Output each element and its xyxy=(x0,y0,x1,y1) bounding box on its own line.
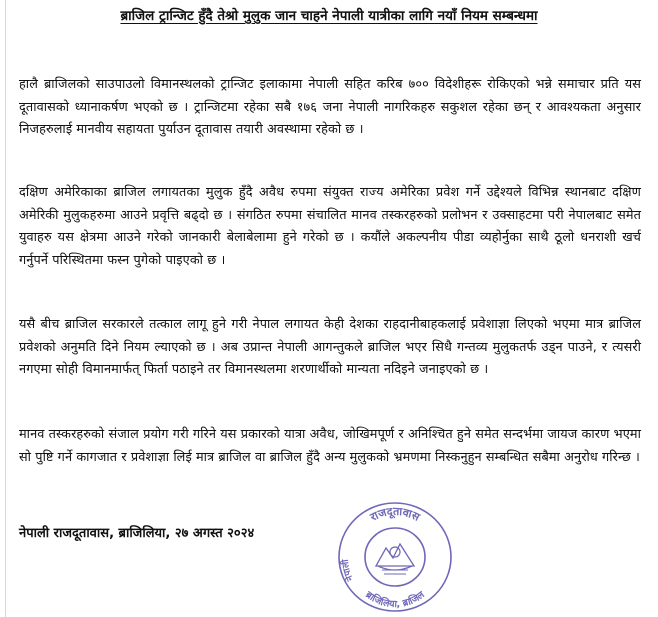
seal-bottom-text: ब्राजिलिया, ब्राजिल xyxy=(363,589,427,611)
seal-emblem-icon xyxy=(376,544,414,574)
paragraph-3: यसै बीच ब्राजिल सरकारले तत्काल लागू हुने गरी नेपाल लगायत केही देशका राहदानीबाहकलाई प्रवेशाज्ञा लिएको भएमा मात्र ब्राजिल प्रवेशको अनुमति दिने नियम ल्याएको छ । अब उप्रान्त नेपाली आगन्तुकले ब्राजिल भएर सिधै गन्तव्य मुलुकतर्फ उड्न पाउने, र त्यसरी नगएमा सोही विमानमार्फत् फिर्ता पठाइने तर विमानस्थलमा शरणार्थीको मान्यता नदिइने जनाइएको छ । xyxy=(19,317,641,377)
page-edge-line xyxy=(5,0,6,617)
svg-text:राजदूतावास xyxy=(367,505,422,524)
seal-top-text: राजदूतावास xyxy=(368,504,422,524)
embassy-seal-stamp xyxy=(336,500,454,614)
document-title xyxy=(0,7,658,25)
paragraph-2: दक्षिण अमेरिकाका ब्राजिल लगायतका मुलुक हुँदै अवैध रुपमा संयुक्त राज्य अमेरिका प्रवेश गर्ने उद्देश्यले विभिन्न स्थानबाट दक्षिण अमेरिकी मुलुकहरुमा आउने प्रवृत्ति बढ्दो छ । संगठित रुपमा संचालित मानव तस्करहरुको प्रलोभन र उक्साहटमा परी नेपालबाट समेत युवाहरु यस क्षेत्रमा आउने गरेको जानकारी बेलाबेलामा हुने गरेको छ । कयौंले अकल्पनीय पीडा व्यहोर्नुका साथै ठूलो धनराशी खर्च गर्नुपर्ने परिस्थितमा फस्न पुगेको पाइएको छ । xyxy=(19,185,641,268)
document-title-text: ब्राजिल ट्रान्जिट हुँदै तेश्रो मुलुक जान चाहने नेपाली यात्रीका लागि नयाँ नियम सम्बन्धमा xyxy=(120,8,538,24)
paragraph-4: मानव तस्करहरुको संजाल प्रयोग गरी गरिने यस प्रकारको यात्रा अवैध, जोखिमपूर्ण र अनिश्चित हुने समेत सन्दर्भमा जायज कारण भएमा सो पुष्टि गर्ने कागजात र प्रवेशाज्ञा लिई मात्र ब्राजिल वा ब्राजिल हुँदै अन्य मुलुकको भ्रमणमा निस्कनुहुन सम्बन्धित सबैमा अनुरोध गरिन्छ । xyxy=(19,427,641,465)
paragraph-1: हालै ब्राजिलको साउपाउलो विमानस्थलको ट्रान्जिट इलाकामा नेपाली सहित करिब ७०० विदेशीहरू रोकिएको भन्ने समाचार प्रति यस दूतावासको ध्यानाकर्षण भएको छ । ट्रान्जिटमा रहेका सबै १७६ जना नेपाली नागरिकहरु सकुशल रहेका छन् र आवश्यकता अनुसार निजहरुलाई मानवीय सहायता पुर्याउन दूतावास तयारी अवस्थामा रहेको छ । xyxy=(19,77,641,137)
signature-line: नेपाली राजदूतावास, ब्राजिलिया, २७ अगस्त २०२४ xyxy=(19,526,255,541)
seal-left-text: नेपाली xyxy=(340,558,356,583)
